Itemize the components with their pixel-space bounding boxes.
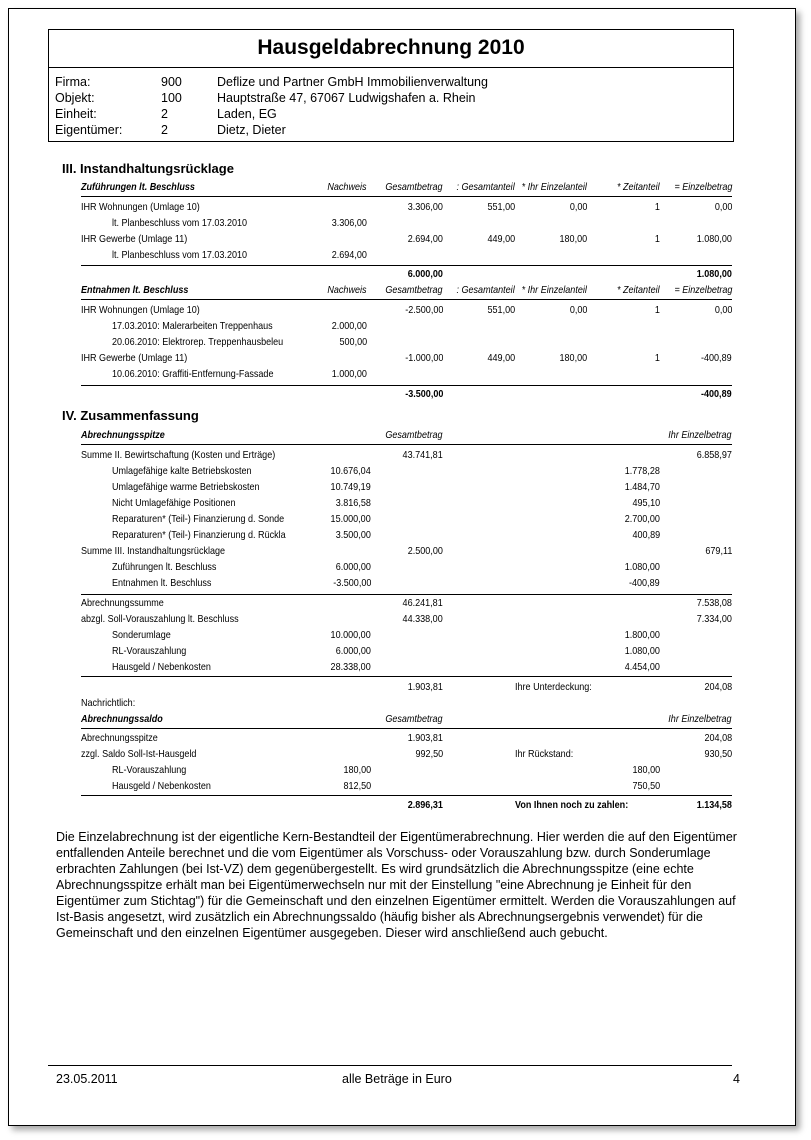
column-header: * Ihr Einzelanteil	[521, 284, 587, 296]
header-value: Dietz, Dieter	[217, 123, 286, 137]
amount-cell: 812,50	[343, 780, 371, 792]
column-header: Ihr Einzelbetrag	[668, 429, 732, 441]
row-label: IHR Gewerbe (Umlage 11)	[81, 352, 188, 364]
footer-divider	[48, 1065, 732, 1066]
amount-cell: 0,00	[569, 304, 587, 316]
total-amount: 2.896,31	[407, 799, 443, 811]
amount-cell: 180,00	[559, 233, 587, 245]
amount-cell: 3.500,00	[335, 529, 371, 541]
amount-cell: 1	[654, 352, 660, 364]
column-header: Gesamtbetrag	[385, 284, 443, 296]
amount-cell: 10.676,04	[330, 465, 371, 477]
amount-cell: 28.338,00	[330, 661, 371, 673]
amount-cell: -2.500,00	[404, 304, 443, 316]
amount-cell: 3.306,00	[407, 201, 443, 213]
amount-cell: 0,00	[714, 201, 732, 213]
row-label: abzgl. Soll-Vorauszahlung lt. Beschluss	[81, 613, 239, 625]
row-label: 17.03.2010: Malerarbeiten Treppenhaus	[112, 320, 273, 332]
row-label: Summe II. Bewirtschaftung (Kosten und Erträge)	[81, 449, 276, 461]
column-header: Nachweis	[327, 284, 367, 296]
column-header: * Zeitanteil	[617, 284, 660, 296]
header-label: Firma:	[55, 75, 91, 89]
row-label: lt. Planbeschluss vom 17.03.2010	[112, 217, 248, 229]
amount-cell: 10.000,00	[330, 629, 371, 641]
header-rule	[81, 444, 732, 445]
row-label: IHR Wohnungen (Umlage 10)	[81, 304, 200, 316]
column-header: = Einzelbetrag	[674, 181, 732, 193]
row-label: Hausgeld / Nebenkosten	[112, 780, 211, 792]
header-rule	[81, 728, 732, 729]
amount-cell: -400,89	[701, 352, 732, 364]
header-number: 2	[161, 107, 168, 121]
row-label: Hausgeld / Nebenkosten	[112, 661, 211, 673]
amount-cell: 6.000,00	[335, 645, 371, 657]
row-label: RL-Vorauszahlung	[112, 764, 187, 776]
amount-cell: 6.000,00	[335, 561, 371, 573]
section-title-instandhaltung: III. Instandhaltungsrücklage	[62, 161, 234, 176]
amount-cell: 551,00	[487, 201, 515, 213]
amount-cell: 1.903,81	[407, 732, 443, 744]
amount-cell: 2.694,00	[331, 249, 367, 261]
header-value: Deflize und Partner GmbH Immobilienverwaltung	[217, 75, 488, 89]
sum-rule	[81, 594, 732, 595]
note-label: Nachrichtlich:	[81, 697, 136, 709]
column-header: * Ihr Einzelanteil	[521, 181, 587, 193]
amount-cell: 1.000,00	[331, 368, 367, 380]
header-number: 900	[161, 75, 182, 89]
row-label: IHR Gewerbe (Umlage 11)	[81, 233, 188, 245]
footer-date: 23.05.2011	[56, 1072, 118, 1086]
row-label: Zuführungen lt. Beschluss	[112, 561, 217, 573]
amount-cell: 7.334,00	[696, 613, 732, 625]
explanation-paragraph: Die Einzelabrechnung ist der eigentliche Kern-Bestandteil der Eigentümerabrechnung. Hier werden die auf den Eigentümer entfallenden Anteile berechnet und die vom Eigentümer als Vorschuss- oder Vorauszahlung bzw. durch Sonderumlage erbrachten Zahlungen (bei Ist-VZ) dem gegenübergestellt. Es wird grundsätzlich die Abrechnungsspitze (eine echte Abrechnungsspitze erhält man bei Eigentümerwechseln nur mit der Einstellung "eine Abrechnung je Einheit für den Eigentümer zum Stichtag") für die Gemeinschaft und den einzelnen Eigentümer ermittelt. Werden die Vorauszahlungen auf Ist-Basis angesetzt, wird zusätzlich ein Abrechnungssaldo (häufig bisher als Abrechnungsergebnis verwendet) für die Gemeinschaft und den einzelnen Eigentümer ausgegeben. Dieser wird anschließend auch gebucht.	[56, 830, 737, 940]
amount-cell: 46.241,81	[402, 597, 443, 609]
amount-cell: 1	[654, 233, 660, 245]
row-label: zzgl. Saldo Soll-Ist-Hausgeld	[81, 748, 197, 760]
table-header-title: Entnahmen lt. Beschluss	[81, 284, 189, 296]
header-box	[48, 29, 734, 142]
row-label: lt. Planbeschluss vom 17.03.2010	[112, 249, 248, 261]
header-rule	[81, 196, 732, 197]
amount-cell: 750,50	[632, 780, 660, 792]
column-header: Gesamtbetrag	[385, 181, 443, 193]
amount-cell: 204,08	[704, 681, 732, 693]
header-number: 100	[161, 91, 182, 105]
row-label: 20.06.2010: Elektrorep. Treppenhausbeleu	[112, 336, 284, 348]
total-rule	[81, 265, 732, 266]
amount-cell: 992,50	[415, 748, 443, 760]
row-label: RL-Vorauszahlung	[112, 645, 187, 657]
row-label: Summe III. Instandhaltungsrücklage	[81, 545, 226, 557]
header-rule	[81, 299, 732, 300]
amount-cell: 495,10	[632, 497, 660, 509]
amount-cell: 449,00	[487, 233, 515, 245]
amount-cell: 2.500,00	[407, 545, 443, 557]
amount-cell: 679,11	[705, 545, 732, 557]
total-amount: -400,89	[701, 388, 732, 400]
header-label: Eigentümer:	[55, 123, 123, 137]
header-label: Einheit:	[55, 107, 97, 121]
total-amount: -3.500,00	[404, 388, 443, 400]
header-value: Hauptstraße 47, 67067 Ludwigshafen a. Rhein	[217, 91, 476, 105]
amount-cell: 0,00	[569, 201, 587, 213]
table-header-title: Abrechnungsspitze	[81, 429, 165, 441]
header-value: Laden, EG	[217, 107, 277, 121]
amount-cell: 204,08	[704, 732, 732, 744]
column-header: * Zeitanteil	[617, 181, 660, 193]
sum-rule	[81, 676, 732, 677]
column-header: Ihr Einzelbetrag	[668, 713, 732, 725]
amount-cell: 2.000,00	[331, 320, 367, 332]
amount-cell: 3.306,00	[331, 217, 367, 229]
total-rule	[81, 385, 732, 386]
amount-cell: 180,00	[343, 764, 371, 776]
amount-cell: 500,00	[339, 336, 367, 348]
row-note: Von Ihnen noch zu zahlen:	[515, 799, 629, 811]
amount-cell: 3.816,58	[335, 497, 371, 509]
amount-cell: 2.700,00	[624, 513, 660, 525]
column-header: : Gesamtanteil	[456, 181, 515, 193]
amount-cell: 0,00	[714, 304, 732, 316]
amount-cell: 6.858,97	[696, 449, 732, 461]
amount-cell: 449,00	[487, 352, 515, 364]
amount-cell: 4.454,00	[624, 661, 660, 673]
amount-cell: 1.484,70	[624, 481, 660, 493]
table-header-title: Zuführungen lt. Beschluss	[81, 181, 195, 193]
amount-cell: 7.538,08	[696, 597, 732, 609]
total-amount: 1.080,00	[696, 268, 732, 280]
amount-cell: 1.903,81	[407, 681, 443, 693]
amount-cell: 15.000,00	[330, 513, 371, 525]
column-header: = Einzelbetrag	[674, 284, 732, 296]
section-title-zusammenfassung: IV. Zusammenfassung	[62, 408, 199, 423]
amount-cell: 43.741,81	[402, 449, 443, 461]
document-title: Hausgeldabrechnung 2010	[257, 36, 525, 59]
amount-cell: -400,89	[629, 577, 660, 589]
row-label: Nicht Umlagefähige Positionen	[112, 497, 236, 509]
amount-cell: 1	[654, 304, 660, 316]
amount-cell: -1.000,00	[404, 352, 443, 364]
amount-cell: 1.080,00	[696, 233, 732, 245]
amount-cell: 400,89	[632, 529, 660, 541]
column-header: Nachweis	[327, 181, 367, 193]
row-label: Reparaturen* (Teil-) Finanzierung d. Sonde	[112, 513, 285, 525]
amount-cell: 1.080,00	[624, 561, 660, 573]
table-header-title: Abrechnungssaldo	[81, 713, 163, 725]
amount-cell: 1.800,00	[624, 629, 660, 641]
row-label: Umlagefähige warme Betriebskosten	[112, 481, 260, 493]
amount-cell: 551,00	[487, 304, 515, 316]
row-label: Abrechnungsspitze	[81, 732, 158, 744]
row-label: Umlagefähige kalte Betriebskosten	[112, 465, 252, 477]
column-header: Gesamtbetrag	[385, 713, 443, 725]
row-label: 10.06.2010: Graffiti-Entfernung-Fassade	[112, 368, 274, 380]
footer-page-number: 4	[733, 1072, 740, 1086]
row-note: Ihre Unterdeckung:	[515, 681, 592, 693]
amount-cell: 180,00	[632, 764, 660, 776]
row-label: Sonderumlage	[112, 629, 171, 641]
column-header: Gesamtbetrag	[385, 429, 443, 441]
amount-cell: 180,00	[559, 352, 587, 364]
row-note: Ihr Rückstand:	[515, 748, 574, 760]
row-label: Entnahmen lt. Beschluss	[112, 577, 212, 589]
amount-cell: 44.338,00	[402, 613, 443, 625]
row-label: Reparaturen* (Teil-) Finanzierung d. Rückla	[112, 529, 286, 541]
header-divider	[49, 67, 733, 68]
footer-note: alle Beträge in Euro	[342, 1072, 452, 1086]
amount-cell: 1.778,28	[624, 465, 660, 477]
column-header: : Gesamtanteil	[456, 284, 515, 296]
total-amount: 6.000,00	[407, 268, 443, 280]
total-amount: 1.134,58	[696, 799, 732, 811]
amount-cell: 2.694,00	[407, 233, 443, 245]
amount-cell: 1	[654, 201, 660, 213]
header-label: Objekt:	[55, 91, 95, 105]
amount-cell: 930,50	[704, 748, 732, 760]
amount-cell: 1.080,00	[624, 645, 660, 657]
amount-cell: -3.500,00	[332, 577, 371, 589]
row-label: Abrechnungssumme	[81, 597, 164, 609]
header-number: 2	[161, 123, 168, 137]
total-rule	[81, 795, 732, 796]
amount-cell: 10.749,19	[330, 481, 371, 493]
row-label: IHR Wohnungen (Umlage 10)	[81, 201, 200, 213]
